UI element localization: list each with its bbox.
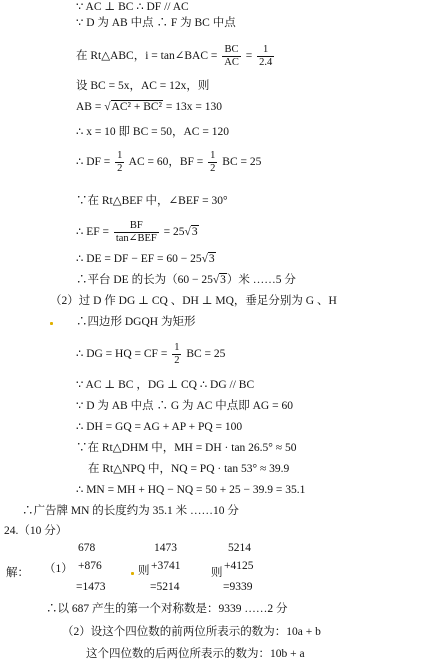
- fraction-bc-ac: [222, 44, 241, 69]
- column1-top: 678: [78, 542, 96, 554]
- radicand: 3: [220, 274, 226, 286]
- line-de: ∴ DE = DF − EF = 60 − 25√3: [76, 253, 215, 265]
- line-conclusion: ∴广告牌 MN 的长度约为 35.1 米 ……10 分: [22, 505, 239, 517]
- line-de-answer: ∴平台 DE 的长为（60 − 25√3）米 ……5 分: [76, 274, 296, 286]
- denominator: 2: [174, 355, 180, 366]
- then-label: 则: [138, 565, 150, 577]
- text: ∴平台 DE 的长为（60 − 25: [76, 274, 213, 286]
- line-g-midpoint: ∵ D 为 AB 中点 ∴ G 为 AC 中点即 AG = 60: [76, 400, 293, 412]
- solution-label: 解：: [6, 567, 29, 579]
- line-part2-construct: （2）过 D 作 DG ⊥ CQ 、DH ⊥ MQ，垂足分别为 G 、H: [50, 295, 337, 307]
- column1-result: =1473: [76, 581, 106, 593]
- column1-addend: +876: [78, 560, 102, 572]
- line-part2-back: 这个四位数的后两位所表示的数为：10b + a: [86, 648, 305, 660]
- fraction-half: [208, 150, 217, 175]
- line-df-bf: [76, 150, 261, 175]
- text: BC = 25: [222, 156, 262, 169]
- numerator: 1: [174, 342, 180, 353]
- line-x-value: ∴ x = 10 即 BC = 50，AC = 120: [76, 126, 229, 138]
- line-nq: 在 Rt△NPQ 中，NQ = PQ · tan 53° ≈ 39.9: [88, 463, 290, 475]
- then-label: 则: [211, 567, 223, 579]
- numerator: BC: [222, 44, 241, 57]
- line-mh: ∵在 Rt△DHM 中，MH = DH · tan 26.5° ≈ 50: [76, 442, 297, 454]
- line-rectangle: ∴四边形 DGQH 为矩形: [76, 316, 196, 328]
- denominator: 2: [210, 163, 216, 174]
- text: =: [245, 50, 253, 63]
- column3-top: 5214: [228, 542, 251, 554]
- text: 在 Rt△ABC，i = tan∠BAC =: [76, 50, 218, 63]
- fraction-bf-tan: [114, 220, 159, 245]
- text: ）米 ……5 分: [226, 274, 296, 286]
- line-first-symmetric: ∴以 687 产生的第一个对称数是：9339 ……2 分: [46, 603, 288, 615]
- column3-addend: +4125: [224, 560, 254, 572]
- column2-result: =5214: [150, 581, 180, 593]
- denominator: 2.4: [259, 57, 273, 68]
- line-angle-bef: ∵在 Rt△BEF 中，∠BEF = 30°: [76, 195, 228, 207]
- line-let-bc: 设 BC = 5x，AC = 12x，则: [76, 80, 210, 92]
- text: AB =: [76, 101, 102, 113]
- part1-label: （1）: [44, 563, 73, 575]
- column3-result: =9339: [223, 581, 253, 593]
- line-ef: ∴ EF = $\frac{BF}{\text{tan∠BEF}}$ = 25√3: [76, 220, 198, 244]
- marker-dot: [131, 572, 134, 575]
- numerator: 1: [210, 150, 216, 161]
- denominator: AC: [224, 57, 239, 68]
- text: ∴ DE = DF − EF = 60 − 25: [76, 253, 202, 265]
- text: ∴ EF =: [76, 226, 109, 239]
- problem-24-heading: 24.（10 分）: [4, 525, 68, 537]
- fraction-half: [115, 150, 124, 175]
- denominator: tan∠BEF: [115, 233, 157, 244]
- denominator: 2: [117, 163, 123, 174]
- line-ab-length: AB = √AC² + BC² = 13x = 130: [76, 101, 222, 113]
- fraction-1-2-4: [257, 44, 274, 69]
- radicand: AC² + BC²: [111, 101, 162, 113]
- line-dg: [76, 342, 225, 367]
- marker-dot: [50, 322, 53, 325]
- fraction-half: [172, 342, 181, 367]
- column2-addend: +3741: [151, 560, 181, 572]
- numerator: BF: [114, 220, 159, 233]
- line-dh: ∴ DH = GQ = AG + AP + PQ = 100: [76, 421, 243, 433]
- line-d-midpoint: ∵ D 为 AB 中点 ∴ F 为 BC 中点: [76, 17, 236, 29]
- line-part2-front: （2）设这个四位数的前两位所表示的数为：10a + b: [62, 626, 321, 638]
- text: ∴ DF =: [76, 156, 111, 169]
- text: = 25: [163, 226, 185, 239]
- column2-top: 1473: [154, 542, 177, 554]
- text: = 13x = 130: [165, 101, 222, 113]
- line-ac-perp-bc: ∵ AC ⊥ BC ∴ DF // AC: [76, 1, 189, 13]
- line-mn: ∴ MN = MH + HQ − NQ = 50 + 25 − 39.9 = 35.1: [76, 484, 306, 496]
- radicand: 3: [191, 226, 198, 239]
- text: BC = 25: [186, 348, 226, 361]
- numerator: 1: [117, 150, 123, 161]
- radicand: 3: [208, 253, 215, 265]
- text: ∴ DG = HQ = CF =: [76, 348, 168, 361]
- text: AC = 60，BF =: [128, 156, 204, 169]
- numerator: 1: [257, 44, 274, 57]
- line-tan-bac: [76, 44, 276, 69]
- line-dg-parallel: ∵ AC ⊥ BC ，DG ⊥ CQ ∴ DG // BC: [76, 379, 255, 391]
